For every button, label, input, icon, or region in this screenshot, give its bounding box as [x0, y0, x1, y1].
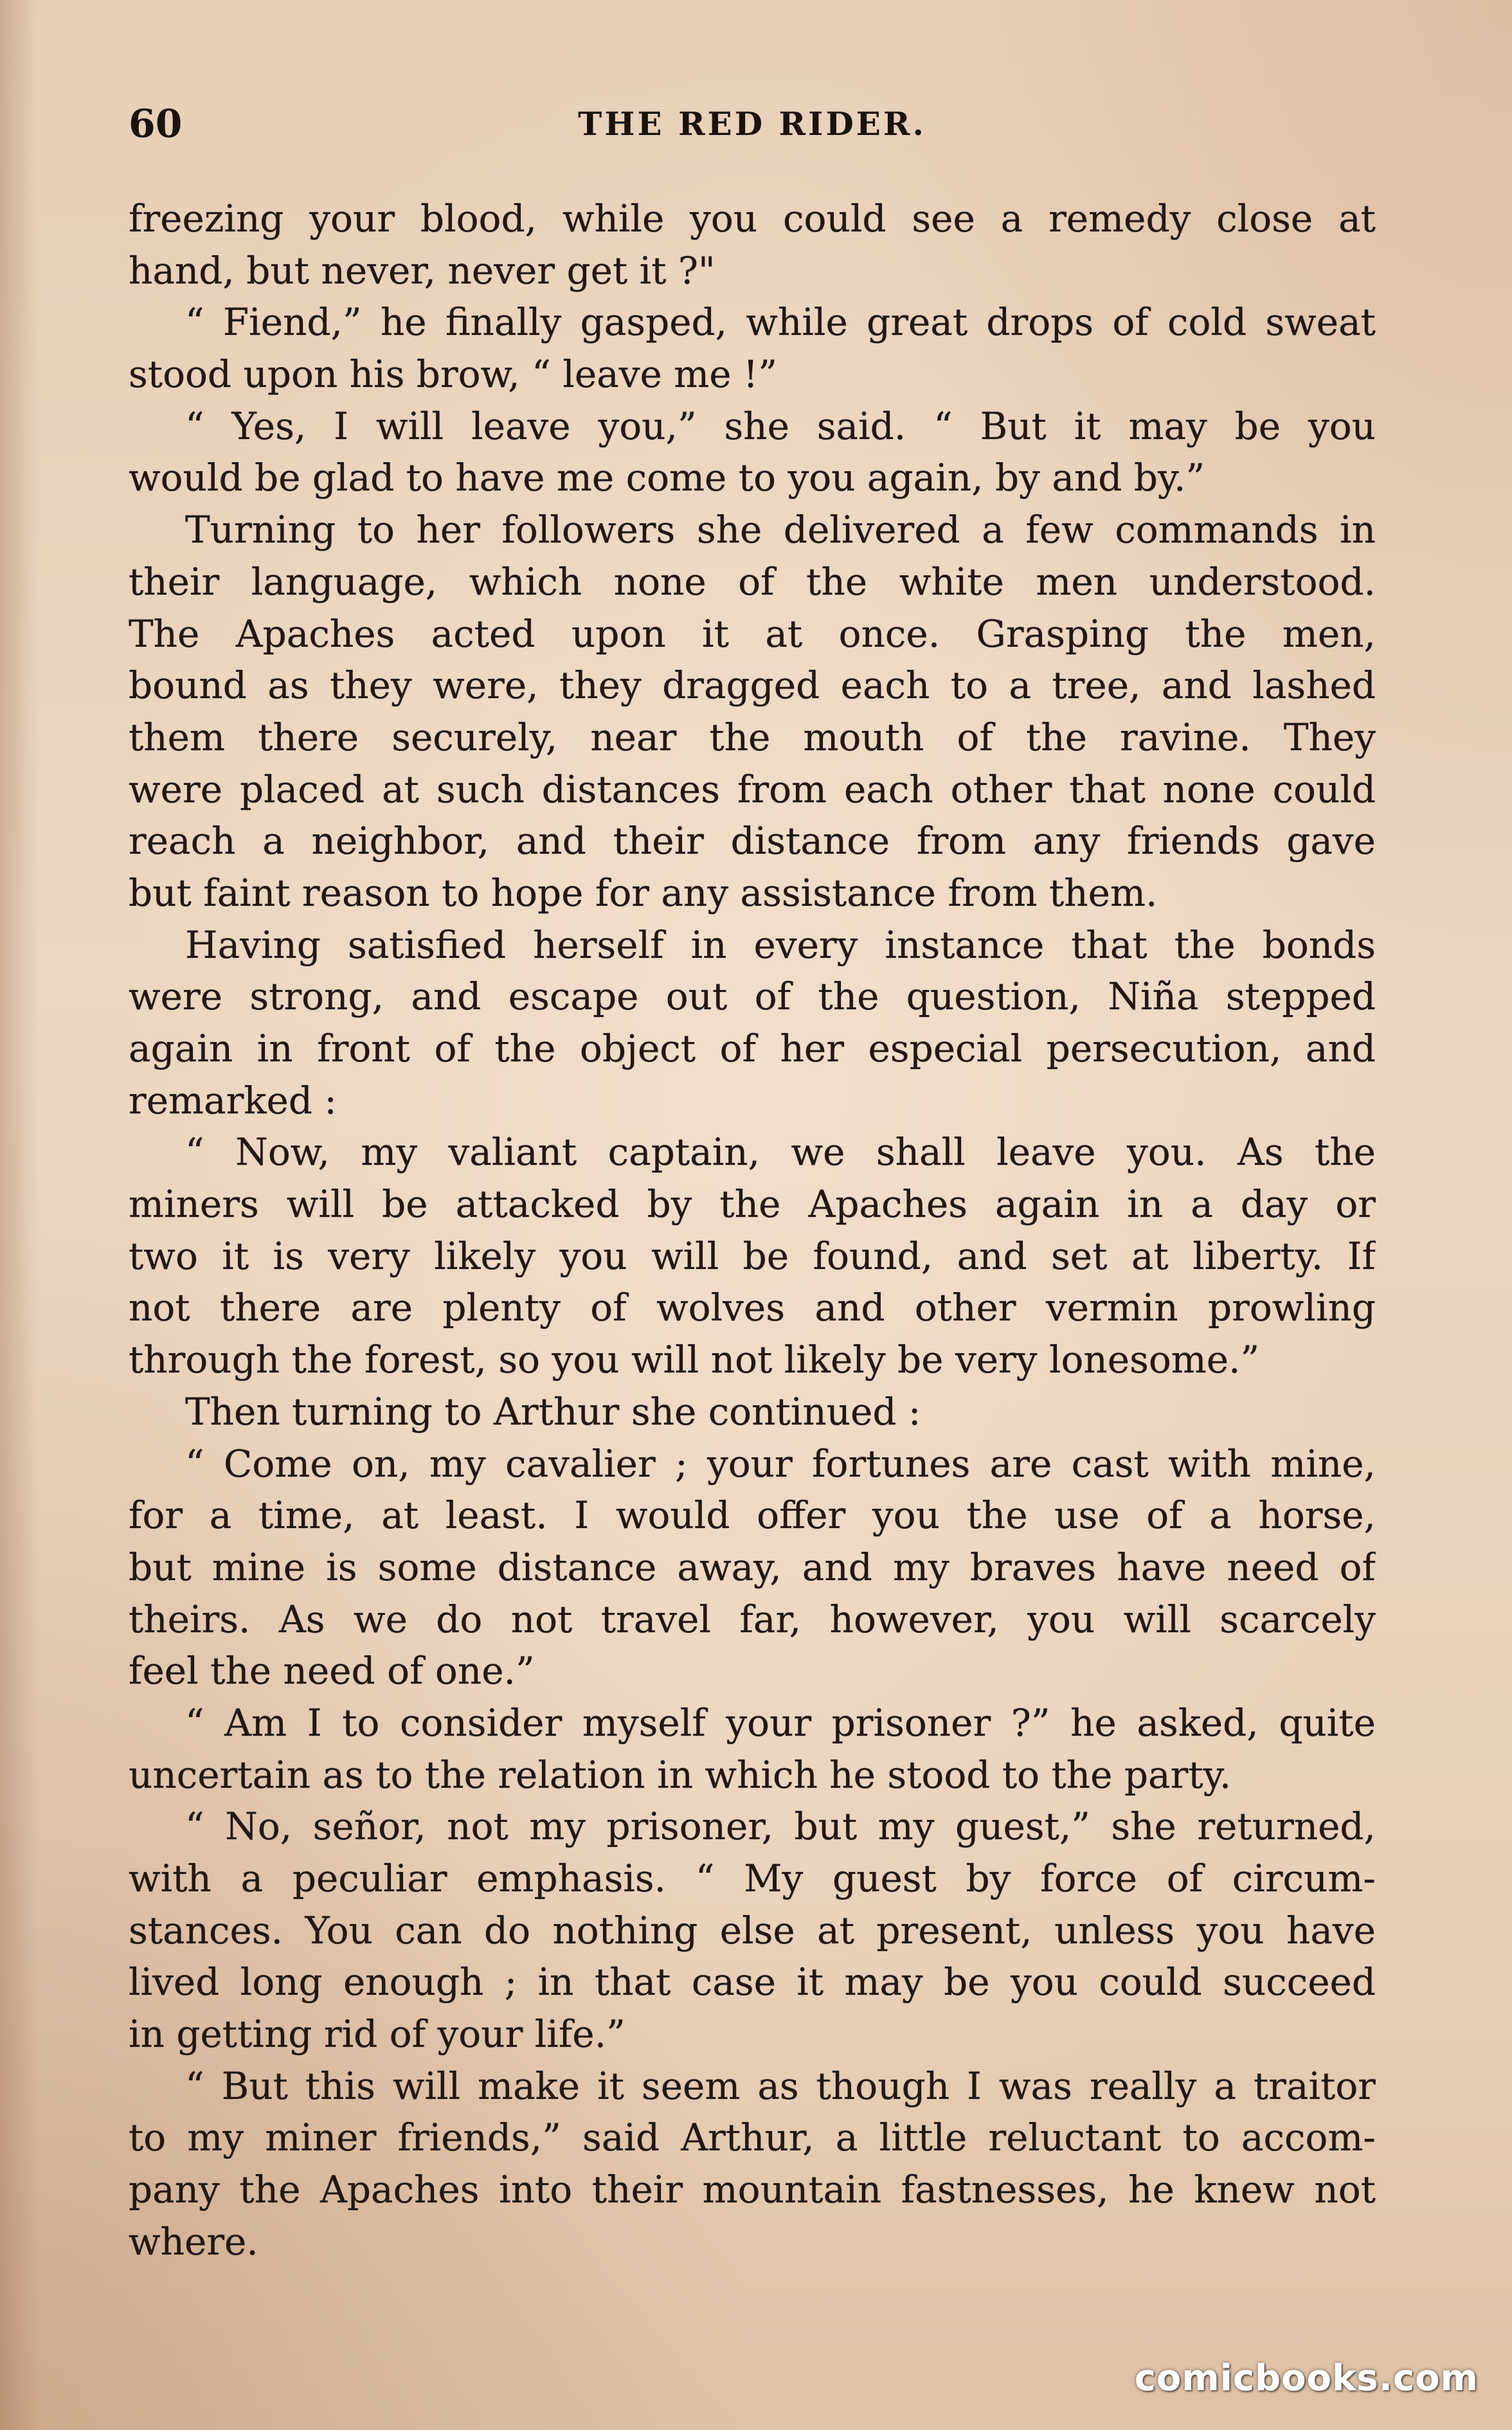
page-header — [129, 95, 1376, 153]
watermark: comicbooks.com — [1134, 2357, 1479, 2399]
text-line: for a time, at least. I would offer you the use of a horse, — [129, 1493, 1376, 1538]
page-edge-shadow — [0, 0, 39, 2430]
text-line: through the forest, so you will not likely be very lonesome.” — [129, 1338, 1260, 1382]
text-line: but mine is some distance away, and my braves have need of — [129, 1545, 1376, 1589]
text-line: “ Am I to consider myself your prisoner ?” he asked, quite — [185, 1700, 1376, 1745]
text-line: their language, which none of the white men understood. — [129, 559, 1376, 604]
text-line: hand, but never, never get it ?" — [129, 248, 716, 292]
text-line: theirs. As we do not travel far, however, you will scarcely — [129, 1597, 1376, 1641]
text-line: but faint reason to hope for any assistance from them. — [129, 870, 1158, 915]
text-line: “ Now, my valiant captain, we shall leave you. As the — [185, 1130, 1376, 1174]
text-line: uncertain as to the relation in which he stood to the party. — [129, 1752, 1232, 1797]
text-line: with a peculiar emphasis. “ My guest by force of circum- — [129, 1857, 1376, 1900]
text-line: The Apaches acted upon it at once. Grasping the men, — [129, 611, 1376, 656]
text-line: Then turning to Arthur she continued : — [185, 1389, 921, 1434]
text-line: were placed at such distances from each other that none could — [129, 767, 1376, 811]
text-line: Having satisfied herself in every instance that the bonds — [185, 923, 1376, 967]
running-title: THE RED RIDER. — [578, 105, 926, 143]
text-line: again in front of the object of her especial persecution, and — [129, 1027, 1376, 1070]
text-line: “ But this will make it seem as though I was really a traitor — [185, 2064, 1376, 2108]
text-line: were strong, and escape out of the question, Niña stepped — [129, 975, 1376, 1019]
text-line: stood upon his brow, “ leave me !” — [129, 352, 777, 397]
text-line: “ No, señor, not my prisoner, but my guest,” she returned, — [185, 1805, 1376, 1849]
text-line: lived long enough ; in that case it may be you could succeed — [129, 1960, 1376, 2004]
text-line: stances. You can do nothing else at present, unless you have — [129, 1908, 1376, 1952]
text-line: Turning to her followers she delivered a few commands in — [185, 508, 1376, 552]
text-line: would be glad to have me come to you again, by and by.” — [129, 456, 1205, 500]
text-line: feel the need of one.” — [129, 1649, 535, 1693]
text-line: in getting rid of your life.” — [129, 2012, 626, 2056]
text-line: “ Fiend,” he finally gasped, while great drops of cold sweat — [185, 300, 1376, 345]
text-line: to my miner friends,” said Arthur, a little reluctant to accom- — [129, 2116, 1376, 2160]
text-line: pany the Apaches into their mountain fastnesses, he knew not — [129, 2168, 1376, 2212]
page-number: 60 — [129, 102, 183, 147]
text-line: bound as they were, they dragged each to a tree, and lashed — [129, 663, 1376, 708]
text-line: reach a neighbor, and their distance from any friends gave — [129, 819, 1376, 863]
text-line: miners will be attacked by the Apaches again in a day or — [129, 1182, 1376, 1227]
text-line: remarked : — [129, 1078, 337, 1122]
text-line: them there securely, near the mouth of the ravine. They — [129, 715, 1376, 759]
body-text — [129, 193, 1376, 2268]
text-line: “ Come on, my cavalier ; your fortunes are cast with mine, — [185, 1441, 1376, 1486]
text-line: “ Yes, I will leave you,” she said. “ But it may be you — [185, 404, 1376, 448]
text-line: not there are plenty of wolves and other vermin prowling — [129, 1286, 1376, 1330]
text-line: two it is very likely you will be found, and set at liberty. If — [129, 1234, 1376, 1278]
text-line: freezing your blood, while you could see a remedy close at — [129, 197, 1376, 240]
text-line: where. — [129, 2219, 258, 2264]
